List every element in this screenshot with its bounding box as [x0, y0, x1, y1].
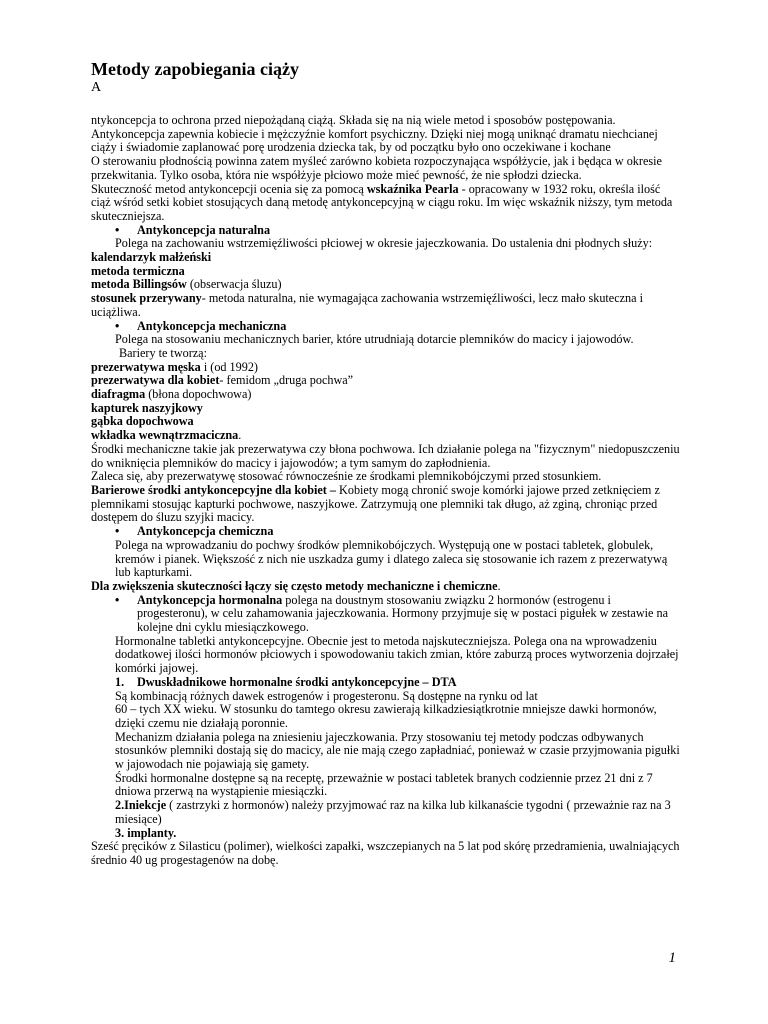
heading-hormonal: Antykoncepcja hormonalna [137, 592, 283, 607]
mechanical-recommendation: Zaleca się, aby prezerwatywę stosować równocześnie ze środkami plemnikobójczymi przed stosunkiem. [91, 469, 602, 484]
natural-item [91, 265, 681, 279]
chemical-desc: Polega na wprowadzaniu do pochwy środków plemnikobójczych. Występują one w postaci tabletek, globulek, kremów i pianek. Większość z nich nie uszkadza gumy i dlatego zaleca się stosowanie ich razem z prezerwatywą lub kapturkami. [115, 537, 668, 580]
page-number: 1 [668, 950, 676, 966]
implants-heading [91, 827, 681, 841]
bullet-icon: • [115, 524, 120, 539]
combo-dot: . [497, 578, 501, 593]
condom-label: prezerwatywa męska [91, 359, 201, 374]
stosunek-note: - metoda naturalna, nie wymagająca zachowania wstrzemięźliwości, lecz mało skuteczna i uciążliwa. [91, 291, 643, 319]
mech-item-wkladka [91, 429, 681, 443]
gabka-label: gąbka dopochwowa [91, 414, 194, 429]
bullet-natural [91, 224, 681, 238]
mech-item-gabka [91, 415, 681, 429]
bullet-icon: • [115, 222, 120, 237]
dta-heading: Dwuskładnikowe hormonalne środki antykoncepcyjne – DTA [137, 674, 457, 689]
hormonal-line [115, 594, 681, 635]
heading-natural: Antykoncepcja naturalna [137, 222, 271, 237]
diafragma-note: (błona dopochwowa) [145, 387, 252, 402]
wkladka-dot: . [238, 428, 242, 443]
mechanical-desc-2: Bariery te tworzą: [119, 345, 207, 360]
drop-letter: A [91, 80, 102, 95]
billings-note: (obserwacja śluzu) [186, 277, 282, 292]
natural-item-billings [91, 278, 681, 292]
bullet-mechanical [91, 320, 681, 334]
femidom-label: prezerwatywa dla kobiet [91, 373, 220, 388]
wkladka-label: wkładka wewnątrzmaciczna [91, 428, 239, 443]
dta-number: 1. [115, 674, 125, 689]
paragraph-fertility: O sterowaniu płodnością powinna zatem myśleć zarówno kobieta rozpoczynająca współżycie, jak i będąca w okresie przekwitania. Tylko osoba, która nie współżyje płciowo może mieć pewność, że nie spłodzi dziecka. [91, 154, 662, 182]
implants-label: 3. implanty. [115, 825, 177, 840]
diafragma-label: diafragma [91, 387, 146, 402]
barrier-text: Kobiety mogą chronić swoje komórki jajowe przed zetknięciem z plemnikami stosując kapturki pochwowe, naszyjkowe. Zatrzymują one plemniki tak długo, aż zginą, chroniąc przed dostępem do śluzu szyjki macicy. [91, 482, 660, 525]
pearl-text-a: Skuteczność metod antykoncepcji ocenia się za pomocą [91, 181, 367, 196]
injections-paragraph [91, 799, 681, 826]
implants-desc: Sześć pręcików z Silasticu (polimer), wielkości zapałki, wszczepianych na 5 lat pod skórę przedramienia, uwalniających średnio 40 ug progestagenów na dobę. [91, 839, 680, 867]
billings-label: metoda Billingsów [91, 277, 187, 292]
paragraph-pearl [91, 183, 681, 224]
dta-text-2: 60 – tych XX wieku. W stosunku do tamtego okresu zawierają kilkadziesiątkrotnie mniejsze dawki hormonów, dzięki czemu nie działają poronnie. [115, 702, 657, 730]
mech-item-diafragma [91, 388, 681, 402]
page-title: Metody zapobiegania ciąży [91, 59, 299, 79]
combo-paragraph [91, 580, 681, 594]
injections-text: ( zastrzyki z hormonów) należy przyjmować raz na kilka lub kilkanaście tygodni ( przeważnie raz na 3 miesiące) [115, 798, 671, 826]
injections-label: 2.Iniekcje [115, 798, 167, 813]
natural-item [91, 251, 681, 265]
document-body [91, 114, 681, 868]
dta-text-1: Są kombinacją różnych dawek estrogenów i progesteronu. Są dostępne na rynku od lat [115, 688, 538, 703]
mech-item-condom [91, 361, 681, 375]
femidom-note: - femidom „druga pochwa” [219, 373, 354, 388]
barrier-label: Barierowe środki antykoncepcyjne dla kobiet – [91, 482, 336, 497]
bullet-hormonal [91, 594, 681, 635]
bullet-icon: • [115, 318, 120, 333]
intro-paragraph: ntykoncepcja to ochrona przed niepożądaną ciążą. Składa się na nią wiele metod i sposobów postępowania. Antykoncepcja zapewnia kobiecie i mężczyźnie komfort psychiczny. Dzięki niej mogą uniknąć dramatu niechcianej ciąży i świadomie zaplanować porę urodzenia dziecka tak, by od początku było ono oczekiwane i kochane [91, 113, 658, 155]
dta-text-3: Mechanizm działania polega na zniesieniu jajeczkowania. Przy stosowaniu tej metody podczas odbywanych stosunków plemniki dostają się do macicy, ale nie mają czego zapładniać, ponieważ w czasie przyjmowania pigułki w jajowodach nie pojawiają się gamety. [115, 729, 680, 772]
dta-heading-line [91, 676, 681, 690]
bullet-chemical [91, 525, 681, 539]
natural-item-label: kalendarzyk małżeński [91, 250, 212, 265]
heading-mechanical: Antykoncepcja mechaniczna [137, 318, 287, 333]
hormonal-tablets: Hormonalne tabletki antykoncepcyjne. Obecnie jest to metoda najskuteczniejsza. Polega ona na wprowadzeniu dodatkowej ilości hormonów płciowych i spowodowaniu takich zmian, które zaburzą proces wytworzenia dojrzałej komórki jajowej. [115, 633, 679, 676]
stosunek-label: stosunek przerywany [91, 291, 202, 306]
pearl-text-c: - opracowany w 1932 roku, określa ilość ciąż wśród setki kobiet stosujących daną metodę antykoncepcyjną w ciągu roku. Im więc wskaźnik niższy, tym metoda skuteczniejsza. [91, 181, 673, 223]
natural-item-stosunek [91, 292, 681, 319]
natural-item-label: metoda termiczna [91, 263, 185, 278]
kapturek-label: kapturek naszyjkowy [91, 400, 203, 415]
barrier-paragraph [91, 484, 681, 525]
hormonal-desc: polega na doustnym stosowaniu związku 2 hormonów (estrogenu i progesteronu), w celu zahamowania jajeczkowania. Hormony przyjmuje się w postaci pigułek w zestawie na kolejne dni cyklu miesiączkowego. [137, 592, 668, 635]
mech-item-kapturek [91, 402, 681, 416]
mech-item-femidom [91, 374, 681, 388]
bullet-icon: • [115, 592, 120, 607]
dta-text-4: Środki hormonalne dostępne są na receptę, przeważnie w postaci tabletek branych codziennie przez 21 dni z 7 dniowa przerwą na wystąpienie miesiączki. [115, 770, 653, 799]
heading-chemical: Antykoncepcja chemiczna [137, 524, 274, 539]
pearl-index-term: wskaźnika Pearla [366, 181, 459, 196]
document-page [91, 58, 681, 868]
mechanical-paragraph: Środki mechaniczne takie jak prezerwatywa czy błona pochwowa. Ich działanie polega na "fizycznym" niedopuszczeniu do wniknięcia plemników do macicy i jajowodów; a tym samym do zapłodnienia. [91, 441, 680, 470]
combo-text: Dla zwiększenia skuteczności łączy się często metody mechaniczne i chemiczne [91, 578, 498, 593]
condom-note: i (od 1992) [200, 359, 258, 374]
mechanical-desc: Polega na stosowaniu mechanicznych barier, które utrudniają dotarcie plemników do macicy i jajowodów. [115, 332, 634, 347]
natural-desc: Polega na zachowaniu wstrzemięźliwości płciowej w okresie jajeczkowania. Do ustalenia dni płodnych służy: [115, 236, 653, 251]
